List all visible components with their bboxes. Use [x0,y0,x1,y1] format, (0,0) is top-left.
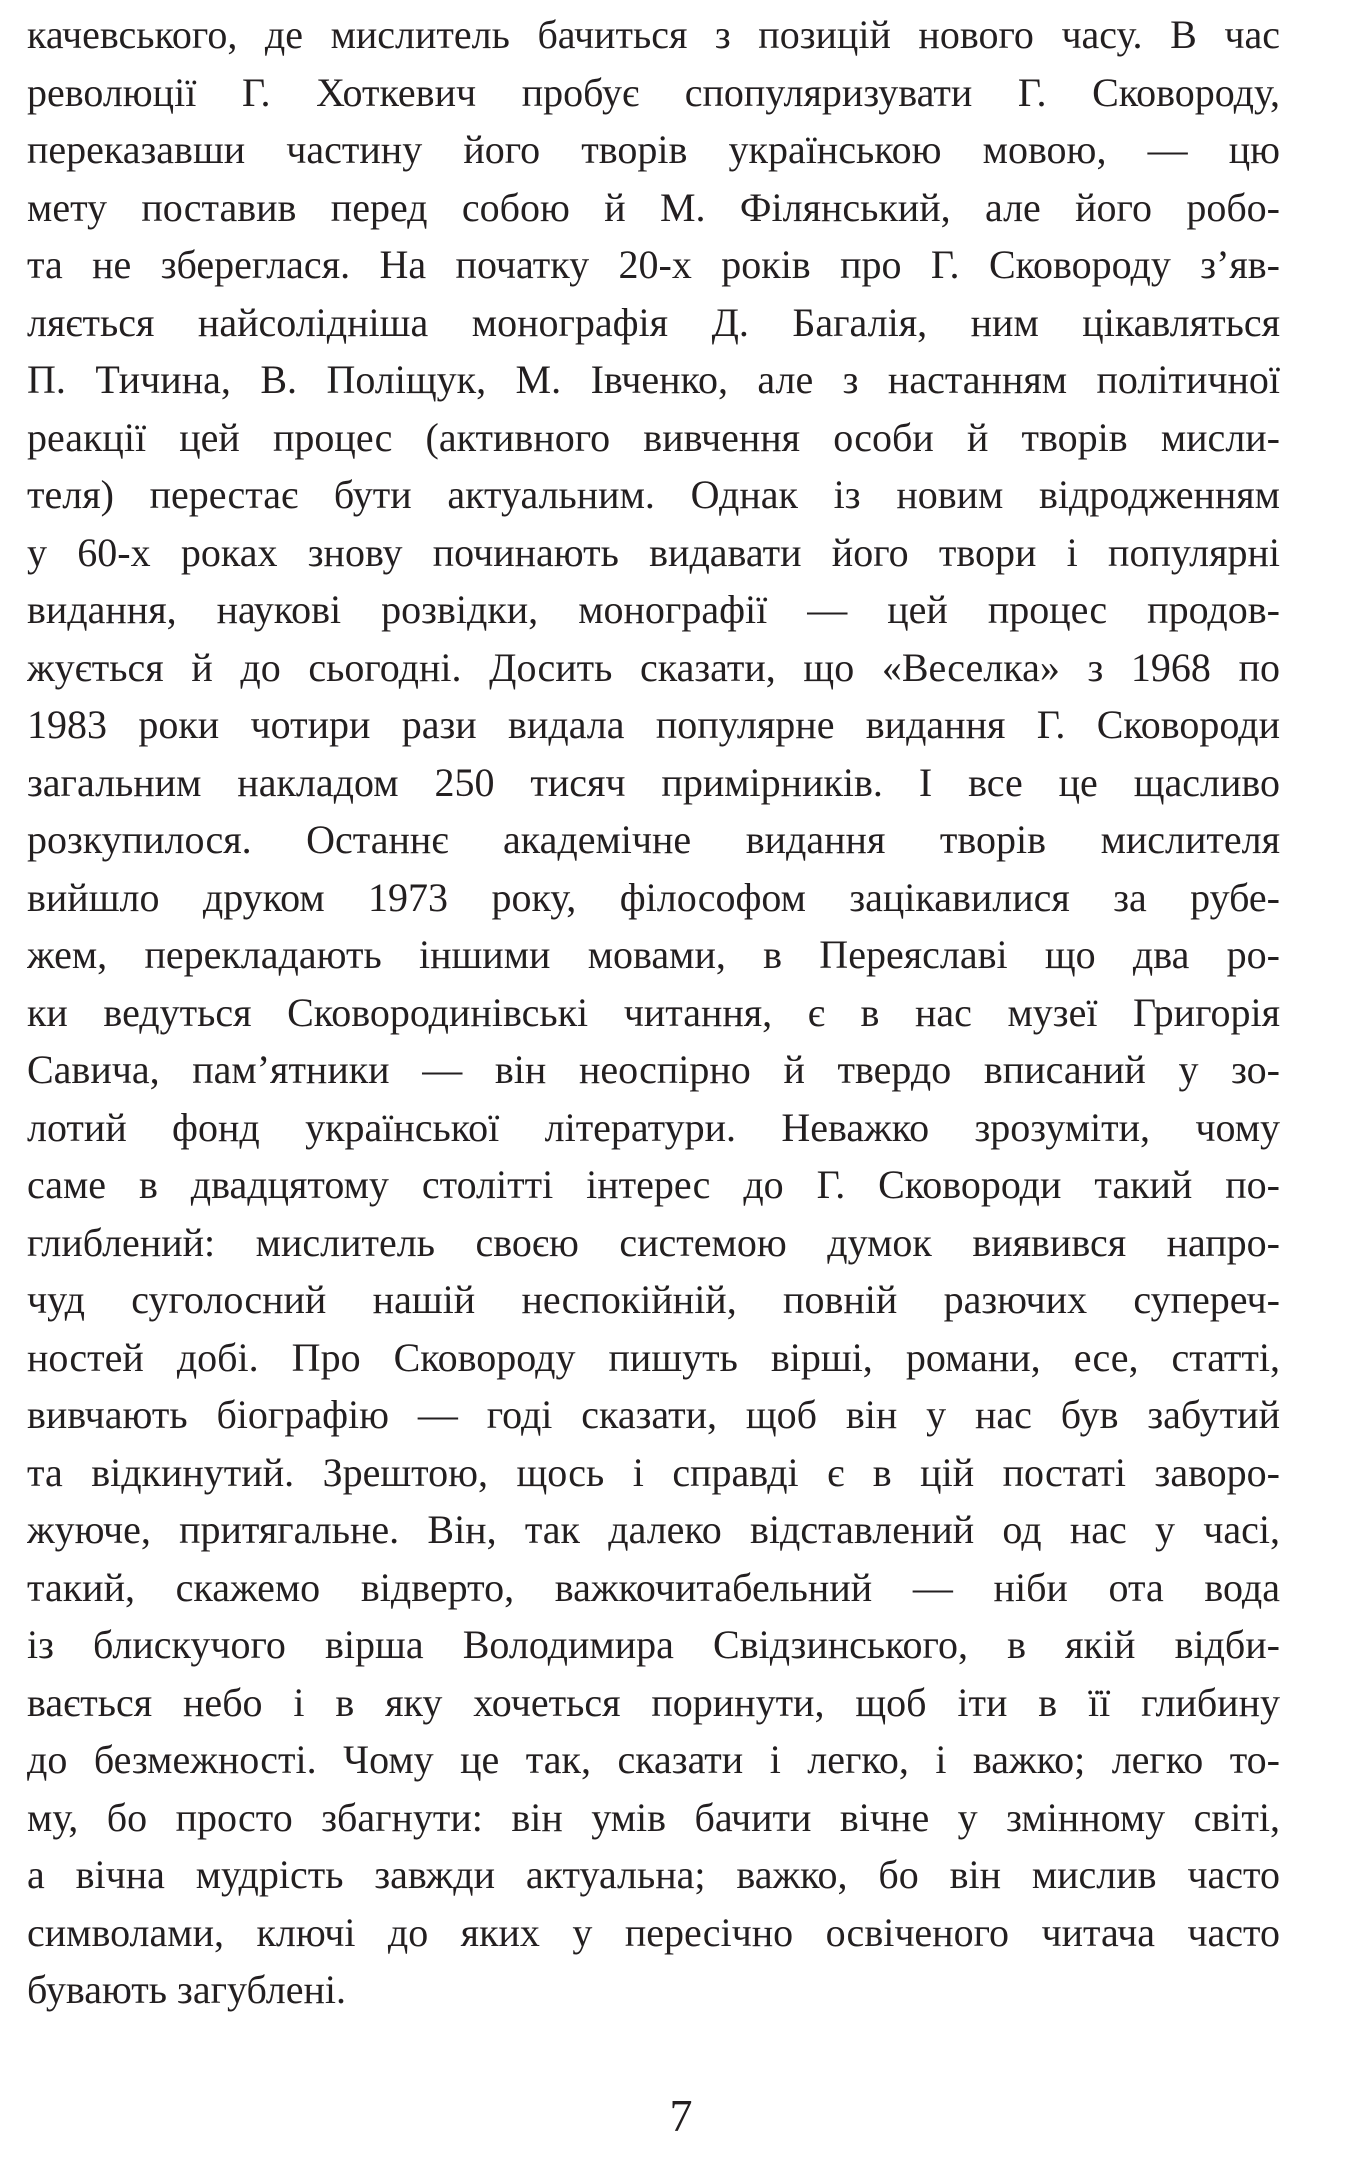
text-line: мету поставив перед собою й М. Філянський, але його робо- [27,184,1280,230]
text-line: такий, скажемо відверто, важкочитабельний — ніби ота вода [27,1564,1280,1610]
text-line: жуюче, притягальне. Він, так далеко відставлений од нас у часі, [27,1507,1280,1552]
text-line: чуд суголосний нашій неспокійній, повній разючих супереч- [27,1277,1280,1322]
text-line: революції Г. Хоткевич пробує спопуляризувати Г. Сковороду, [27,69,1280,115]
text-line: символами, ключі до яких у пересічно освіченого читача часто [27,1909,1280,1955]
text-line: вийшло друком 1973 року, філософом зацікавилися за рубе- [27,874,1280,920]
text-line: ляється найсолідніша монографія Д. Багалія, ним цікавляться [27,299,1280,345]
text-line: ностей добі. Про Сковороду пишуть вірші, романи, есе, статті, [27,1334,1280,1380]
text-line: жується й до сьогодні. Досить сказати, що «Веселка» з 1968 по [27,644,1280,690]
text-line: та не збереглася. На початку 20-х років про Г. Сковороду з’яв- [27,242,1280,287]
text-line: лотий фонд української літератури. Неважко зрозуміти, чому [27,1104,1280,1150]
text-line: видання, наукові розвідки, монографії — цей процес продов- [27,587,1280,632]
text-line: із блискучого вірша Володимира Свідзинського, в якій відби- [27,1622,1280,1667]
text-line: 1983 роки чотири рази видала популярне видання Г. Сковороди [27,702,1280,747]
text-line: вається небо і в яку хочеться поринути, щоб іти в її глибину [27,1679,1280,1725]
text-line: а вічна мудрість завжди актуальна; важко, бо він мислив часто [27,1852,1280,1897]
text-line-last: бувають загублені. [27,1967,347,2012]
text-line: загальним накладом 250 тисяч примірників. І все це щасливо [27,759,1280,805]
text-line: му, бо просто збагнути: він умів бачити вічне у змінному світі, [27,1794,1280,1840]
text-line: розкупилося. Останнє академічне видання творів мислителя [27,817,1280,862]
text-line: вивчають біографію — годі сказати, щоб він у нас був забутий [27,1392,1280,1437]
text-line: жем, перекладають іншими мовами, в Переяславі що два ро- [27,932,1280,977]
text-line: у 60-х роках знову починають видавати його твори і популярні [27,529,1280,575]
text-line: П. Тичина, В. Поліщук, М. Івченко, але з настанням політичної [27,357,1280,402]
text-line: Савича, пам’ятники — він неоспірно й твердо вписаний у зо- [27,1047,1280,1092]
text-line: ки ведуться Сковородинівські читання, є в нас музеї Григорія [27,989,1280,1035]
text-line: реакції цей процес (активного вивчення особи й творів мисли- [27,414,1280,460]
text-line: глиблений: мислитель своєю системою думок виявився напро- [27,1219,1280,1265]
page-number: 7 [669,2090,693,2141]
text-line: качевського, де мислитель бачиться з позицій нового часу. В час [27,12,1280,57]
body-text [27,6,1280,2019]
text-line: та відкинутий. Зрештою, щось і справді є в цій постаті заворо- [27,1449,1280,1495]
text-line: переказавши частину його творів українською мовою, — цю [27,127,1280,172]
text-line: до безмежності. Чому це так, сказати і легко, і важко; легко то- [27,1737,1280,1782]
text-line: саме в двадцятому столітті інтерес до Г. Сковороди такий по- [27,1162,1280,1207]
text-line: теля) перестає бути актуальним. Однак із новим відродженням [27,472,1280,517]
